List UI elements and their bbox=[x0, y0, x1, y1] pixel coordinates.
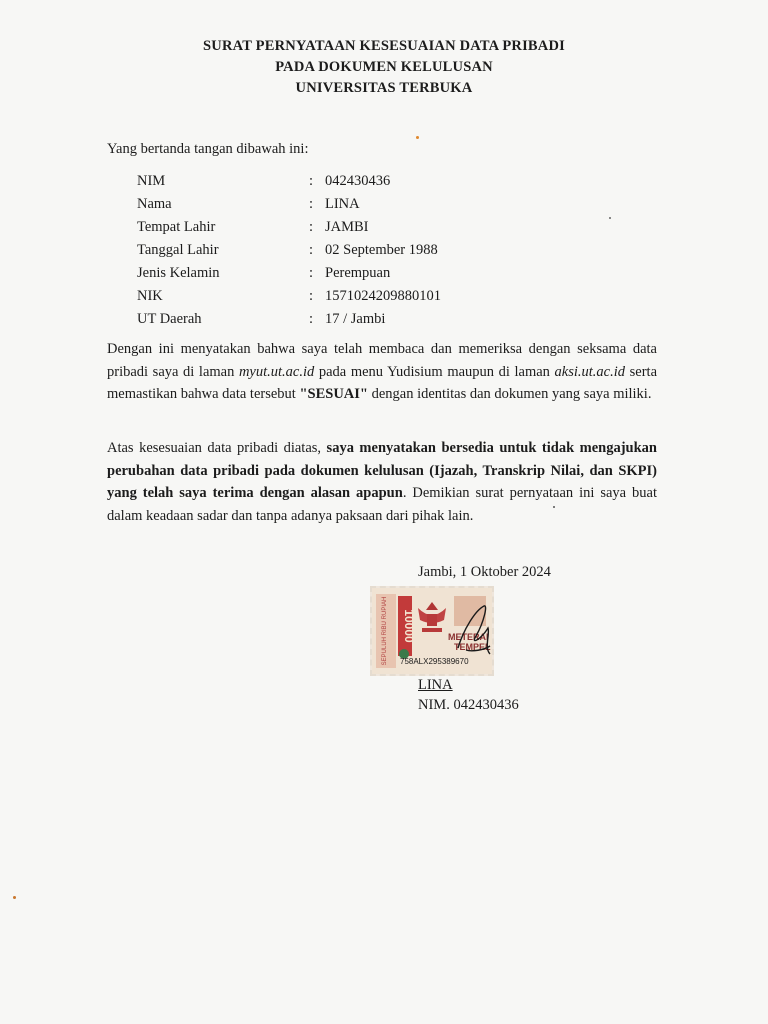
paragraph-text: serta memastikan bahwa data tersebut bbox=[107, 363, 658, 402]
meterai-stamp-graphic bbox=[372, 588, 492, 674]
stamp-serial: 758ALX295389670 bbox=[400, 657, 469, 666]
title-line-1: SURAT PERNYATAAN KESESUAIAN DATA PRIBADI bbox=[203, 38, 565, 54]
identity-label: NIM bbox=[137, 173, 166, 189]
emphasis-statement: saya menyatakan bersedia untuk tidak mengajukan perubahan data pribadi pada dokumen kelulusan (Ijazah, Transkrip Nilai, dan SKPI) yang telah saya terima dengan alasan apapun bbox=[107, 440, 657, 501]
title-line-3: UNIVERSITAS TERBUKA bbox=[295, 80, 473, 96]
identity-label: Jenis Kelamin bbox=[137, 265, 220, 281]
scan-speck bbox=[609, 217, 611, 219]
identity-colon: : bbox=[309, 196, 314, 212]
stamp-side-text: SEPULUH RIBU RUPIAH bbox=[382, 596, 388, 666]
paragraph-text: dengan identitas dan dokumen yang saya miliki. bbox=[367, 386, 652, 402]
identity-value: LINA bbox=[325, 196, 360, 212]
identity-value: 042430436 bbox=[325, 173, 391, 189]
identity-label: Nama bbox=[137, 196, 172, 212]
paragraph-text: pada menu Yudisium maupun di laman bbox=[314, 363, 555, 380]
place-date: Jambi, 1 Oktober 2024 bbox=[418, 564, 551, 580]
scan-speck bbox=[416, 136, 419, 139]
identity-colon: : bbox=[309, 173, 314, 189]
document-title bbox=[0, 36, 768, 99]
scan-speck bbox=[13, 896, 16, 899]
url-aksi: aksi.ut.ac.id bbox=[554, 363, 626, 380]
paragraph-text: Dengan ini menyatakan bahwa saya telah membaca dan memeriksa dengan seksama data pribadi saya di laman bbox=[107, 341, 657, 380]
title-line-2: PADA DOKUMEN KELULUSAN bbox=[275, 59, 493, 75]
stamp-label-tempel: TEMPEL bbox=[454, 642, 491, 652]
identity-colon: : bbox=[309, 311, 314, 327]
statement-paragraph-1 bbox=[107, 338, 657, 406]
identity-label: Tempat Lahir bbox=[137, 219, 216, 235]
statement-paragraph-2 bbox=[107, 437, 657, 527]
identity-value: Perempuan bbox=[325, 265, 391, 281]
identity-colon: : bbox=[309, 219, 314, 235]
identity-value: 1571024209880101 bbox=[325, 288, 441, 304]
intro-text: Yang bertanda tangan dibawah ini: bbox=[107, 141, 309, 157]
signatory-name: LINA bbox=[418, 677, 453, 693]
stamp-label-meterai: METERAI bbox=[448, 632, 489, 642]
identity-value: 17 / Jambi bbox=[325, 311, 386, 327]
url-myut: myut.ut.ac.id bbox=[238, 363, 315, 380]
identity-colon: : bbox=[309, 265, 314, 281]
stamp-amount: 10000 bbox=[402, 609, 416, 643]
identity-value: 02 September 1988 bbox=[325, 242, 438, 258]
identity-label: Tanggal Lahir bbox=[137, 242, 219, 258]
identity-label: NIK bbox=[137, 288, 163, 304]
scan-speck bbox=[553, 506, 555, 508]
emphasis-sesuai: "SESUAI" bbox=[299, 386, 368, 402]
paragraph-text: . Demikian surat pernyataan ini saya buat dalam keadaan sadar dan tanpa adanya paksaan dari pihak lain. bbox=[107, 485, 657, 524]
identity-label: UT Daerah bbox=[137, 311, 202, 327]
meterai-stamp bbox=[370, 586, 494, 676]
identity-colon: : bbox=[309, 242, 314, 258]
identity-value: JAMBI bbox=[325, 219, 369, 235]
signatory-nim: NIM. 042430436 bbox=[418, 697, 519, 713]
paragraph-text: Atas kesesuaian data pribadi diatas, bbox=[107, 440, 327, 456]
identity-colon: : bbox=[309, 288, 314, 304]
